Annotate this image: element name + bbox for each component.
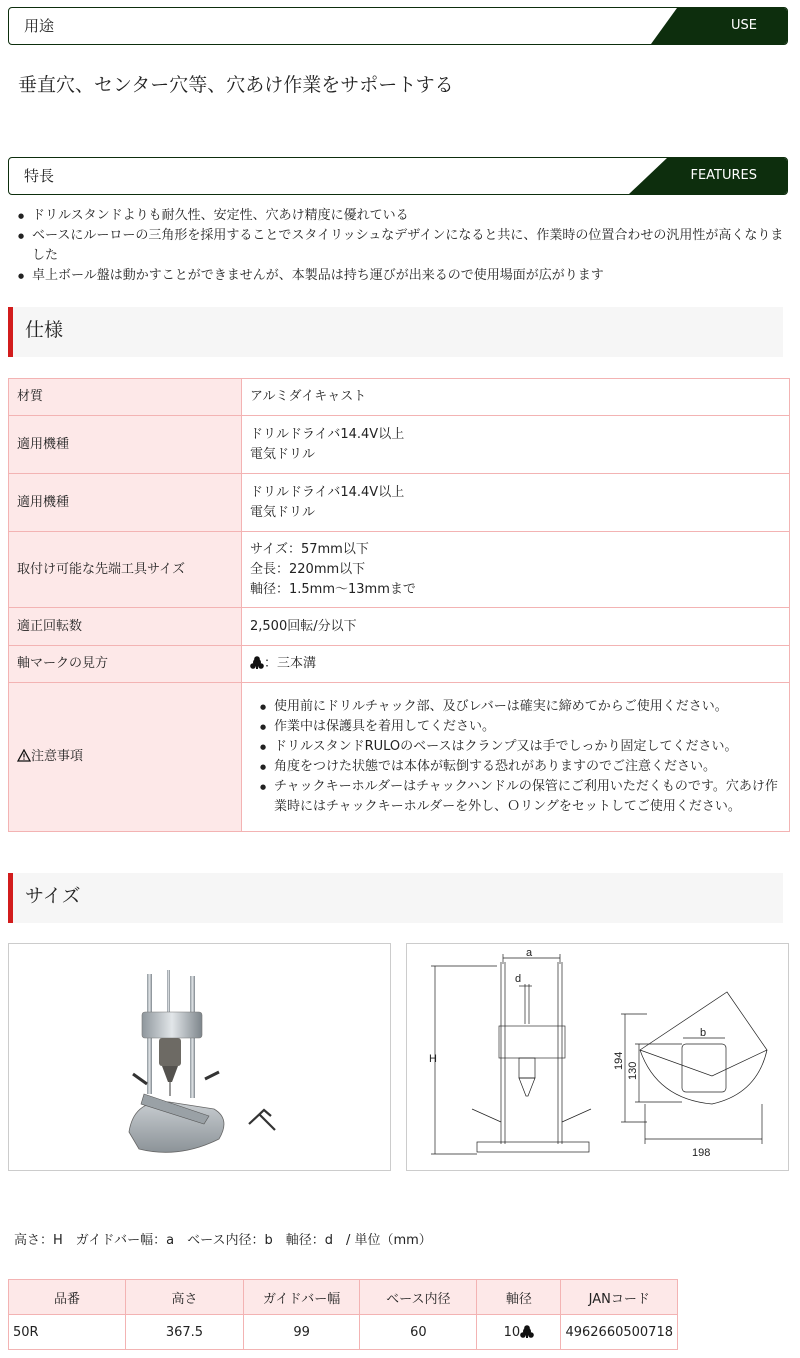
spec-value-line: 軸径：1.5mm～13mmまで — [250, 581, 416, 597]
spec-value: アルミダイキャスト — [242, 379, 790, 416]
units-legend: 高さ：H ガイドバー幅：a ベース内径：b 軸径：d / 単位（mm） — [14, 1233, 432, 1248]
use-section-header — [8, 7, 788, 45]
size-col-header: ベース内径 — [360, 1280, 477, 1315]
dim-b-label: b — [700, 1027, 707, 1039]
three-groove-icon — [250, 656, 264, 669]
spec-value-line: ドリルドライバ14.4V以上 — [250, 484, 405, 500]
spec-label: 適用機種 — [9, 416, 242, 474]
spec-row-material — [9, 379, 790, 416]
spec-label: 適正回転数 — [9, 608, 242, 646]
shaft-mark-text: ：三本溝 — [264, 656, 317, 671]
features-section-header — [8, 157, 788, 195]
caution-item: ● ドリルスタンドRULOのベースはクランプ又は手でしっかり固定してください。 — [250, 737, 781, 757]
spec-heading-text: 仕様 — [25, 319, 64, 341]
dimension-diagram — [406, 943, 789, 1171]
spec-row-machine — [9, 416, 790, 474]
warning-icon — [17, 749, 31, 762]
caution-item: ● 作業中は保護具を着用してください。 — [250, 717, 781, 737]
size-col-header: JANコード — [561, 1280, 678, 1315]
feature-item: ● ドリルスタンドよりも耐久性、安定性、穴あけ精度に優れている — [18, 206, 788, 226]
feature-item: ● ベースにルーローの三角形を採用することでスタイリッシュなデザインになると共に、作業時の位置合わせの汎用性が高くなりました — [18, 226, 788, 266]
guide-width-cell: 99 — [243, 1315, 360, 1350]
size-col-header: 高さ — [126, 1280, 244, 1315]
spec-row-machine — [9, 474, 790, 532]
size-heading — [8, 873, 783, 923]
spec-row-caution — [9, 683, 790, 832]
spec-value-line: 全長：220mm以下 — [250, 561, 366, 577]
spec-value-line: ドリルドライバ14.4V以上 — [250, 426, 405, 442]
size-heading-text: サイズ — [25, 885, 81, 907]
spec-heading — [8, 307, 783, 357]
use-en-label: USE — [677, 8, 787, 44]
size-col-header: ガイドバー幅 — [243, 1280, 360, 1315]
shaft-cell — [477, 1315, 561, 1350]
spec-value-line: 電気ドリル — [250, 446, 316, 462]
spec-value-line: サイズ：57mm以下 — [250, 541, 369, 557]
caution-item: ● 角度をつけた状態では本体が転倒する恐れがありますのでご注意ください。 — [250, 757, 781, 777]
spec-label: 軸マークの見方 — [9, 646, 242, 683]
product-code-cell: 50R — [9, 1315, 126, 1350]
shaft-value: 10 — [503, 1324, 521, 1340]
spec-value: 2,500回転/分以下 — [242, 608, 790, 646]
drill-stand-illustration — [9, 944, 390, 1170]
spec-value — [242, 683, 790, 832]
spec-label: 取付け可能な先端工具サイズ — [9, 532, 242, 608]
spec-value — [242, 646, 790, 683]
dim-d-label: d — [515, 973, 522, 985]
spec-value — [242, 416, 790, 474]
caution-item: ● 使用前にドリルチャック部、及びレバーは確実に締めてからご使用ください。 — [250, 697, 781, 717]
dim-a-label: a — [526, 947, 533, 959]
size-col-header: 軸径 — [477, 1280, 561, 1315]
dim-h-label: H — [429, 1053, 437, 1065]
spec-value — [242, 474, 790, 532]
dim-130-label: 130 — [627, 1061, 639, 1080]
features-en-label: FEATURES — [667, 158, 787, 194]
three-groove-icon — [520, 1325, 534, 1338]
features-list — [18, 206, 788, 286]
spec-label: 材質 — [9, 379, 242, 416]
spec-value — [242, 532, 790, 608]
features-title: 特長 — [24, 167, 55, 185]
spec-label — [9, 683, 242, 832]
spec-row-rpm — [9, 608, 790, 646]
height-cell: 367.5 — [126, 1315, 244, 1350]
spec-table — [8, 378, 790, 832]
spec-label: 適用機種 — [9, 474, 242, 532]
caution-label: 注意事項 — [31, 749, 84, 764]
dim-198-label: 198 — [692, 1147, 711, 1159]
use-description: 垂直穴、センター穴等、穴あけ作業をサポートする — [18, 74, 454, 96]
caution-item: ● チャックキーホルダーはチャックハンドルの保管にご利用いただくものです。穴あけ作業時にはチャックキーホルダーを外し、Ｏリングをセットしてご使用ください。 — [250, 777, 781, 817]
use-title: 用途 — [24, 17, 55, 35]
size-table-header-row — [9, 1280, 678, 1315]
product-photo — [8, 943, 391, 1171]
size-table-row — [9, 1315, 678, 1350]
base-diameter-cell: 60 — [360, 1315, 477, 1350]
dim-194-label: 194 — [613, 1051, 625, 1070]
spec-row-tool-size — [9, 532, 790, 608]
jan-code-cell: 4962660500718 — [561, 1315, 678, 1350]
feature-item: ● 卓上ボール盤は動かすことができませんが、本製品は持ち運びが出来るので使用場面が広がります — [18, 266, 788, 286]
spec-row-shaft-mark — [9, 646, 790, 683]
size-table — [8, 1279, 678, 1350]
spec-value-line: 電気ドリル — [250, 504, 316, 520]
size-col-header: 品番 — [9, 1280, 126, 1315]
caution-list — [250, 697, 781, 817]
